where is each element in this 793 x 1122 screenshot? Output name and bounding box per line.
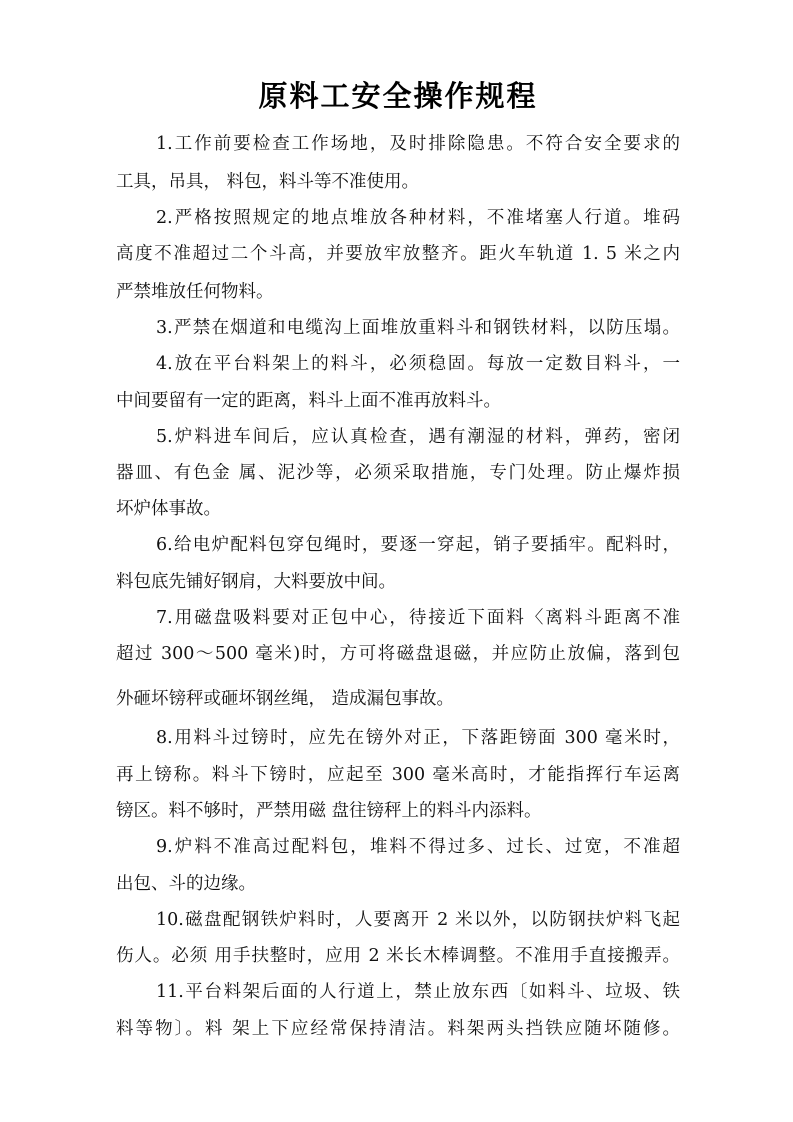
text-line: 4.放在平台料架上的料斗，必须稳固。每放一定数目料斗，一 (156, 354, 680, 374)
text-line: 中间要留有一定的距离，料斗上面不准再放料斗。 (116, 391, 501, 411)
text-line: 9.炉料不准高过配料包，堆料不得过多、过长、过宽，不准超 (156, 837, 680, 857)
text-line: 镑区。料不够时，严禁用磁 盘往镑秤上的料斗内添料。 (116, 801, 542, 821)
text-line: 料包底先铺好钢肩，大料要放中间。 (116, 572, 396, 592)
text-line: 7.用磁盘吸料要对正包中心，待接近下面料〈离料斗距离不准 (156, 608, 680, 628)
text-line: 3.严禁在烟道和电缆沟上面堆放重料斗和钢铁材料，以防压塌。 (156, 318, 680, 338)
text-line: 5.炉料进车间后，应认真检查，遇有潮湿的材料，弹药，密闭 (156, 427, 680, 447)
text-line: 6.给电炉配料包穿包绳时，要逐一穿起，销子要插牢。配料时， (156, 535, 680, 555)
text-line: 2.严格按照规定的地点堆放各种材料，不准堵塞人行道。堆码 (156, 208, 680, 228)
text-line: 出包、斗的边缘。 (116, 874, 256, 894)
document-title: 原料工安全操作规程 (258, 79, 538, 113)
text-line: 严禁堆放任何物料。 (116, 282, 274, 302)
text-line: 伤人。必须 用手扶整时，应用 2 米长木棒调整。不准用手直接搬弄。 (116, 946, 680, 966)
text-line: 再上镑称。料斗下镑时，应起至 300 毫米高时，才能指挥行车运离 (116, 765, 680, 785)
text-line: 坏炉体事故。 (116, 499, 221, 519)
text-line: 10.磁盘配钢铁炉料时，人要离开 2 米以外，以防钢扶炉料飞起 (156, 910, 680, 930)
text-line: 器皿、有色金 属、泥沙等，必须采取措施，专门处理。防止爆炸损 (116, 463, 680, 483)
text-line: 料等物〕。料 架上下应经常保持清洁。料架两头挡铁应随坏随修。 (116, 1019, 680, 1039)
text-line: 11.平台料架后面的人行道上，禁止放东西〔如料斗、垃圾、铁 (156, 982, 680, 1002)
text-line: 外砸坏镑秤或砸坏钢丝绳， 造成漏包事故。 (116, 689, 455, 709)
text-line: 高度不准超过二个斗高，并要放牢放整齐。距火车轨道 1. 5 米之内 (116, 244, 680, 264)
text-line: 工具，吊具， 料包，料斗等不准使用。 (116, 172, 420, 192)
text-line: 8.用料斗过镑时，应先在镑外对正，下落距镑面 300 毫米时， (156, 728, 680, 748)
text-line: 超过 300～500 毫米)时，方可将磁盘退磁，并应防止放偏，落到包 (116, 644, 680, 664)
text-line: 1.工作前要检查工作场地，及时排除隐患。不符合安全要求的 (156, 134, 680, 154)
